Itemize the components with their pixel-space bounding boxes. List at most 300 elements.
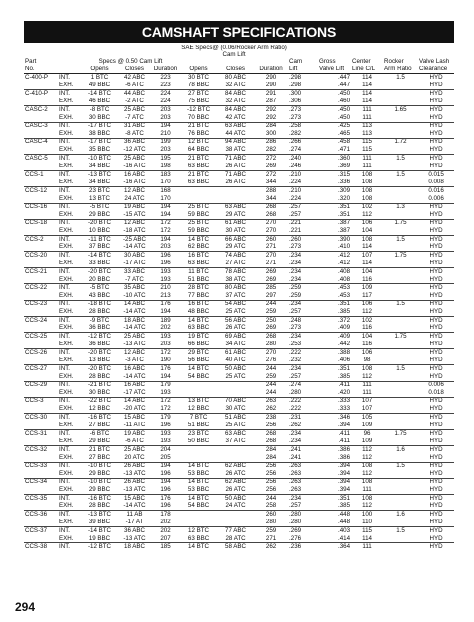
rocker-ratio-cell: [383, 397, 418, 405]
rocker-ratio-cell: 1.5: [383, 235, 418, 243]
opens-cell: -6 BTC: [81, 430, 118, 438]
sae-duration-cell: 256: [254, 462, 288, 470]
valve-lash-cell: HYD: [429, 453, 443, 461]
center-line-cell: 115: [351, 138, 383, 146]
opens-cell: 43 BBC: [88, 292, 111, 299]
duration-cell: 172: [160, 405, 171, 413]
cam-lift-cell: .222: [288, 397, 318, 405]
opens-cell: 28 BBC: [88, 502, 111, 510]
duration-cell: 203: [160, 340, 171, 348]
center-line-cell: 96: [351, 430, 383, 438]
cam-lift-cell: .273: [289, 324, 302, 332]
sae-opens-cell: 27 BTC: [180, 90, 217, 98]
closes-cell: -8 ATC: [125, 130, 144, 137]
sae-opens-cell: 50 BBC: [187, 437, 210, 445]
rocker-ratio-cell: [383, 519, 418, 527]
table-row: [24, 519, 454, 527]
center-line-cell: 106: [351, 300, 383, 308]
sae-closes-cell: 29 ATC: [225, 243, 246, 251]
sae-opens-cell: [180, 381, 217, 389]
cam-lift-cell: .257: [288, 203, 318, 211]
table-row: [24, 357, 454, 365]
sae-closes-cell: [217, 195, 254, 203]
duration-cell: 176: [151, 300, 180, 308]
table-row: [24, 300, 454, 308]
sae-closes-cell: 26 ATC: [225, 162, 246, 170]
closes-cell: -14 ATC: [123, 243, 146, 251]
cam-lift-cell: .259: [289, 292, 302, 299]
sae-duration-cell: 271: [265, 259, 277, 267]
duration-cell: 193: [160, 389, 171, 396]
valve-type-cell: INT.: [58, 365, 81, 373]
duration-cell: 179: [151, 413, 180, 421]
sae-closes-cell: 61 ABC: [217, 219, 254, 227]
opens-cell: 21 BTC: [81, 446, 118, 454]
sae-opens-cell: 53 BBC: [187, 470, 210, 477]
cam-lift-cell: .273: [288, 106, 318, 114]
sae-duration-cell: 256: [265, 486, 277, 493]
closes-cell: -3 ATC: [125, 356, 144, 364]
closes-cell: -7 ATC: [125, 113, 144, 121]
opens-cell: 36 BBC: [88, 340, 111, 348]
table-row: [24, 235, 454, 243]
table-row: [24, 243, 454, 251]
cam-header: Cam: [289, 58, 303, 65]
opens-cell: -20 BTC: [81, 219, 118, 227]
table-row: [24, 316, 454, 324]
rocker-ratio-cell: [383, 122, 418, 130]
valve-lash-cell: HYD: [418, 284, 454, 292]
center-line-cell: 113: [362, 130, 372, 137]
valve-type-cell: INT.: [58, 203, 81, 211]
rocker-ratio-cell: [383, 478, 418, 486]
opens-cell: -22 BTC: [81, 397, 118, 405]
center-line-cell: 114: [362, 259, 372, 267]
table-row: [24, 494, 454, 502]
center-line-cell: 111: [351, 154, 383, 162]
sae-closes-cell: 78 ABC: [217, 268, 254, 276]
rocker-ratio-cell: 1.5: [383, 154, 418, 162]
center-line-cell: 112: [362, 372, 372, 380]
rocker-ratio-cell: [383, 543, 418, 551]
gross-valve-lift-cell: .385: [338, 372, 351, 380]
valve-type-cell: INT.: [58, 74, 81, 82]
valve-lash-cell: HYD: [418, 122, 454, 130]
sae-closes-cell: 32 ATC: [225, 97, 246, 105]
part-no-cell: [24, 422, 58, 430]
table-row: [24, 430, 454, 438]
part-no-cell: [24, 519, 58, 527]
table-row: [24, 422, 454, 430]
sae-closes-cell: 51 ABC: [217, 413, 254, 421]
valve-lash-cell: HYD: [418, 74, 454, 82]
sae-closes-cell: 63 ABC: [217, 430, 254, 438]
valve-lash-cell: HYD: [418, 333, 454, 341]
sae-opens-cell: [180, 446, 217, 454]
sae-opens-cell: [180, 195, 217, 203]
opens-header: Opens: [81, 66, 118, 74]
valve-lash-cell: HYD: [429, 243, 443, 251]
closes-cell: 15 ABC: [118, 494, 151, 502]
rocker-ratio-cell: [383, 179, 418, 187]
sae-closes-cell: 27 ATC: [225, 259, 246, 267]
sae-duration-cell: 263: [254, 397, 288, 405]
sae-duration-cell: 288: [254, 187, 288, 195]
part-no-cell: CCS-31: [24, 430, 58, 438]
cam-lift-cell: .274: [288, 381, 318, 389]
part-no-cell: [24, 357, 58, 365]
gross-valve-lift-cell: .364: [318, 543, 351, 551]
center-line-cell: 109: [351, 284, 383, 292]
cam-lift-cell: .234: [288, 494, 318, 502]
gross-valve-lift-cell: .453: [338, 292, 351, 299]
table-row: [24, 98, 454, 106]
table-row: [24, 349, 454, 357]
valve-lash-cell: 0.006: [428, 194, 444, 202]
sae-closes-cell: 58 ABC: [217, 543, 254, 551]
valve-type-cell: EXH.: [59, 534, 74, 542]
valve-type-cell: EXH.: [59, 421, 74, 429]
valve-type-cell: INT.: [58, 430, 81, 438]
sae-opens-cell: 59 BBC: [187, 211, 210, 218]
rocker-ratio-cell: [383, 260, 418, 268]
cam-lift-cell: .257: [289, 211, 302, 218]
sae-duration-cell: 284: [265, 453, 277, 461]
center-line-cell: 111: [362, 162, 372, 170]
gross-valve-lift-cell: .320: [338, 194, 351, 202]
opens-cell: -9 BTC: [81, 316, 118, 324]
sae-duration-cell: 238: [254, 413, 288, 421]
center-line-cell: 112: [362, 308, 372, 315]
sae-duration-cell: 250: [254, 316, 288, 324]
valve-type-cell: INT.: [58, 494, 81, 502]
gross-valve-lift-cell: .387: [338, 227, 351, 234]
duration-cell: 202: [160, 324, 171, 332]
sae-duration-cell: 269: [265, 162, 277, 170]
sae-closes-cell: [217, 511, 254, 519]
center-line-cell: 100: [351, 511, 383, 519]
gross-valve-lift-cell: .309: [318, 187, 351, 195]
spec-table-body: [24, 74, 454, 552]
valve-lash-cell: 0.008: [428, 178, 444, 186]
part-no-cell: CCS-20: [24, 252, 58, 260]
valve-type-cell: EXH.: [59, 292, 74, 299]
rocker-ratio-cell: 1.5: [383, 365, 418, 373]
opens-cell: -13 BTC: [81, 171, 118, 179]
rocker-ratio-cell: [383, 470, 418, 478]
duration-cell: 202: [151, 527, 180, 535]
opens-cell: -18 BTC: [81, 300, 118, 308]
part-no-cell: CASC-3: [24, 122, 58, 130]
sae-opens-cell: 12 BBC: [187, 405, 210, 413]
valve-lash-cell: HYD: [429, 405, 443, 413]
line-cl-header: Line C/L: [351, 66, 383, 74]
sae-closes-cell: 77 ABC: [217, 527, 254, 535]
part-no-cell: [24, 324, 58, 332]
sae-opens-cell: 21 BTC: [180, 171, 217, 179]
sae-opens-cell: 14 BTC: [180, 478, 217, 486]
sae-opens-cell: 53 BBC: [187, 486, 210, 493]
gross-valve-lift-cell: .458: [318, 138, 351, 146]
part-no-cell: [24, 373, 58, 381]
center-line-cell: 107: [351, 252, 383, 260]
cam-lift-cell: .280: [288, 511, 318, 519]
valve-type-cell: EXH.: [59, 405, 74, 413]
cam-lift-cell: .232: [289, 356, 302, 364]
part-no-cell: CCS-34: [24, 478, 58, 486]
opens-cell: 36 BBC: [88, 324, 111, 332]
cam-lift-cell: .236: [288, 543, 318, 551]
cam-lift-cell: .234: [288, 268, 318, 276]
camshaft-spec-table: [24, 45, 454, 551]
part-no-cell: CCS-25: [24, 333, 58, 341]
rocker-ratio-cell: [383, 98, 418, 106]
part-no-cell: [24, 308, 58, 316]
table-row: [24, 106, 454, 114]
table-row: [24, 146, 454, 154]
duration-cell: 194: [151, 203, 180, 211]
valve-lash-cell: HYD: [429, 227, 443, 234]
sae-closes-cell: 62 ABC: [217, 462, 254, 470]
closes-cell: 14 ABC: [118, 300, 151, 308]
center-line-cell: 108: [351, 365, 383, 373]
rocker-ratio-cell: [383, 413, 418, 421]
rocker-ratio-cell: 1.65: [383, 106, 418, 114]
cam-lift-cell: .221: [288, 219, 318, 227]
closes-cell: 14 ABC: [118, 397, 151, 405]
closes-cell: -15 ATC: [123, 211, 146, 218]
duration-cell: 183: [151, 171, 180, 179]
valve-lash-cell: HYD: [429, 292, 443, 299]
duration-cell: 194: [160, 372, 171, 380]
sae-closes-cell: 42 ATC: [225, 113, 246, 121]
closes-cell: 36 ABC: [118, 527, 151, 535]
arm-ratio-header: Arm Ratio: [383, 66, 418, 74]
sae-closes-cell: 34 ATC: [225, 340, 246, 348]
center-line-cell: 108: [361, 178, 373, 186]
opens-cell: -8 BTC: [81, 106, 118, 114]
sae-closes-cell: 25 ATC: [225, 421, 246, 429]
center-line-cell: 104: [361, 227, 373, 234]
table-row: [24, 90, 454, 98]
cam-lift-cell: .224: [289, 194, 302, 202]
table-row: [24, 478, 454, 486]
duration-cell: 203: [160, 243, 171, 251]
opens-cell: -11 BTC: [81, 235, 118, 243]
part-no-cell: CCS-18: [24, 219, 58, 227]
gross-valve-lift-cell: .447: [338, 81, 351, 89]
rocker-ratio-cell: [383, 422, 418, 430]
table-row: [24, 252, 454, 260]
rocker-header: Rocker: [384, 58, 404, 65]
table-row: [24, 535, 454, 543]
part-no-cell: [24, 146, 58, 154]
sae-closes-cell: 37 ATC: [225, 292, 246, 299]
sae-duration-cell: 271: [265, 534, 277, 542]
part-no-cell: [24, 341, 58, 349]
closes-cell: 25 ABC: [118, 333, 151, 341]
gross-valve-lift-cell: .411: [318, 381, 351, 389]
valve-lash-cell: HYD: [418, 413, 454, 421]
cam-lift-cell: .257: [289, 372, 302, 380]
duration-cell: 224: [160, 97, 171, 105]
closes-cell: 25 ABC: [118, 154, 151, 162]
table-row: [24, 502, 454, 510]
duration-cell: 203: [151, 106, 180, 114]
valve-type-cell: INT.: [58, 122, 81, 130]
sae-duration-cell: 256: [265, 470, 277, 477]
part-no-cell: C-400-P: [24, 74, 58, 82]
duration-cell: 193: [151, 430, 180, 438]
center-line-cell: 107: [351, 397, 383, 405]
closes-cell: 30 ABC: [118, 252, 151, 260]
sae-closes-cell: 26 ATC: [225, 178, 246, 186]
closes-cell: -13 ATC: [123, 470, 146, 477]
sae-duration-cell: 282: [265, 146, 277, 154]
sae-closes-cell: 30 ATC: [225, 405, 246, 413]
duration-cell: 194: [160, 308, 171, 315]
gross-valve-lift-cell: .450: [318, 90, 351, 98]
center-line-cell: 116: [362, 340, 372, 348]
rocker-ratio-cell: 1.72: [383, 138, 418, 146]
sae-duration-cell: 258: [265, 502, 277, 510]
sae-closes-cell: 74 ABC: [217, 252, 254, 260]
opens-cell: 29 BBC: [88, 211, 111, 218]
rocker-ratio-cell: [383, 381, 418, 389]
valve-type-cell: EXH.: [59, 518, 74, 526]
opens-cell: 19 BBC: [88, 534, 111, 542]
opens-cell: 30 BBC: [88, 113, 111, 121]
valve-lash-cell: HYD: [418, 365, 454, 373]
duration-cell: 185: [151, 543, 180, 551]
opens-cell: 37 BBC: [88, 243, 111, 251]
gross-valve-lift-cell: .360: [318, 154, 351, 162]
valve-type-cell: INT.: [58, 527, 81, 535]
opens-cell: 35 BBC: [88, 146, 111, 154]
opens-cell: 13 BBC: [88, 356, 111, 364]
rocker-ratio-cell: [383, 494, 418, 502]
duration-cell: 189: [151, 316, 180, 324]
table-row: [24, 260, 454, 268]
gross-header: Gross: [319, 58, 336, 65]
closes-cell: 12 ABC: [118, 187, 151, 195]
center-line-cell: 114: [351, 90, 383, 98]
closes-cell: 15 ABC: [118, 413, 151, 421]
sae-opens-cell: 14 BTC: [180, 235, 217, 243]
table-row: [24, 292, 454, 300]
rocker-ratio-cell: [383, 276, 418, 284]
sae-closes-cell: 80 ABC: [217, 74, 254, 82]
sae-opens-cell: 30 BTC: [180, 74, 217, 82]
sae-opens-cell: 23 BTC: [180, 430, 217, 438]
sae-closes-cell: 26 ATC: [225, 486, 246, 493]
sae-opens-cell: [180, 519, 217, 527]
closes-cell: 16 ABC: [118, 171, 151, 179]
cam-lift-cell: .269: [288, 527, 318, 535]
table-row: [24, 405, 454, 413]
duration-cell: 170: [160, 194, 171, 202]
cam-lift-cell: .280: [289, 518, 302, 526]
cam-lift-cell: .263: [288, 462, 318, 470]
cam-lift-cell: .273: [289, 113, 302, 121]
center-line-cell: 108: [351, 235, 383, 243]
table-row: [24, 438, 454, 446]
sae-opens-cell: 16 BTC: [180, 252, 217, 260]
center-line-cell: 109: [361, 421, 373, 429]
cam-lift-cell: .260: [288, 235, 318, 243]
sae-opens-cell: 13 BTC: [180, 397, 217, 405]
duration-cell: 193: [151, 333, 180, 341]
gross-valve-lift-cell: .425: [318, 122, 351, 130]
part-no-cell: [24, 486, 58, 494]
sae-opens-cell: 63 BBC: [187, 324, 210, 332]
sae-closes-cell: 28 ATC: [225, 534, 246, 542]
sae-closes-header: Closes: [217, 66, 254, 74]
closes-cell: -11 ATC: [123, 421, 146, 429]
cam-lift-cell: .306: [289, 97, 302, 105]
opens-cell: -10 BTC: [81, 462, 118, 470]
part-no-cell: C-410-P: [24, 90, 58, 98]
gross-valve-lift-cell: .351: [318, 365, 351, 373]
part-no-cell: [24, 260, 58, 268]
center-line-cell: 107: [361, 405, 373, 413]
center-line-cell: 112: [362, 211, 372, 218]
valve-type-cell: INT.: [58, 381, 81, 389]
center-line-cell: 116: [362, 275, 372, 283]
gross-valve-lift-cell: .408: [318, 268, 351, 276]
valve-lash-cell: HYD: [418, 494, 454, 502]
valve-type-cell: INT.: [58, 90, 81, 98]
sae-closes-cell: 56 ABC: [217, 316, 254, 324]
table-row: [24, 413, 454, 421]
opens-cell: -13 BTC: [81, 511, 118, 519]
sae-opens-cell: 62 BBC: [187, 243, 210, 251]
opens-cell: -10 BTC: [81, 154, 118, 162]
table-row: [24, 276, 454, 284]
gross-valve-lift-cell: .394: [318, 478, 351, 486]
center-line-cell: 116: [362, 324, 372, 332]
opens-cell: -14 BTC: [81, 252, 118, 260]
table-row: [24, 397, 454, 405]
center-line-cell: 104: [351, 333, 383, 341]
sae-opens-cell: 51 BBC: [187, 275, 210, 283]
valve-lash-cell: HYD: [429, 372, 443, 380]
sae-duration-cell: 268: [254, 430, 288, 438]
closes-cell: 20 ATC: [124, 453, 145, 461]
closes-cell: -13 ATC: [123, 486, 146, 493]
rocker-ratio-cell: [383, 454, 418, 462]
cam-lift-cell: .210: [288, 171, 318, 179]
gross-valve-lift-cell: .385: [338, 308, 351, 315]
rocker-ratio-cell: 1.75: [383, 333, 418, 341]
valve-lash-cell: HYD: [418, 349, 454, 357]
cam-lift-cell: .234: [288, 252, 318, 260]
valve-lash-cell: HYD: [429, 308, 443, 315]
cam-lift-cell: .222: [289, 405, 302, 413]
valve-lash-cell: HYD: [429, 486, 443, 493]
valve-type-cell: EXH.: [59, 259, 74, 267]
valve-type-cell: EXH.: [59, 437, 74, 445]
sae-closes-cell: 50 ABC: [217, 494, 254, 502]
table-row: [24, 130, 454, 138]
duration-cell: 210: [151, 284, 180, 292]
valve-type-cell: EXH.: [59, 130, 74, 137]
gross-valve-lift-cell: .447: [318, 74, 351, 82]
sae-closes-cell: 71 ABC: [217, 154, 254, 162]
part-no-cell: CCS-23: [24, 300, 58, 308]
duration-cell: 213: [160, 292, 171, 299]
sae-duration-cell: 344: [265, 194, 277, 202]
